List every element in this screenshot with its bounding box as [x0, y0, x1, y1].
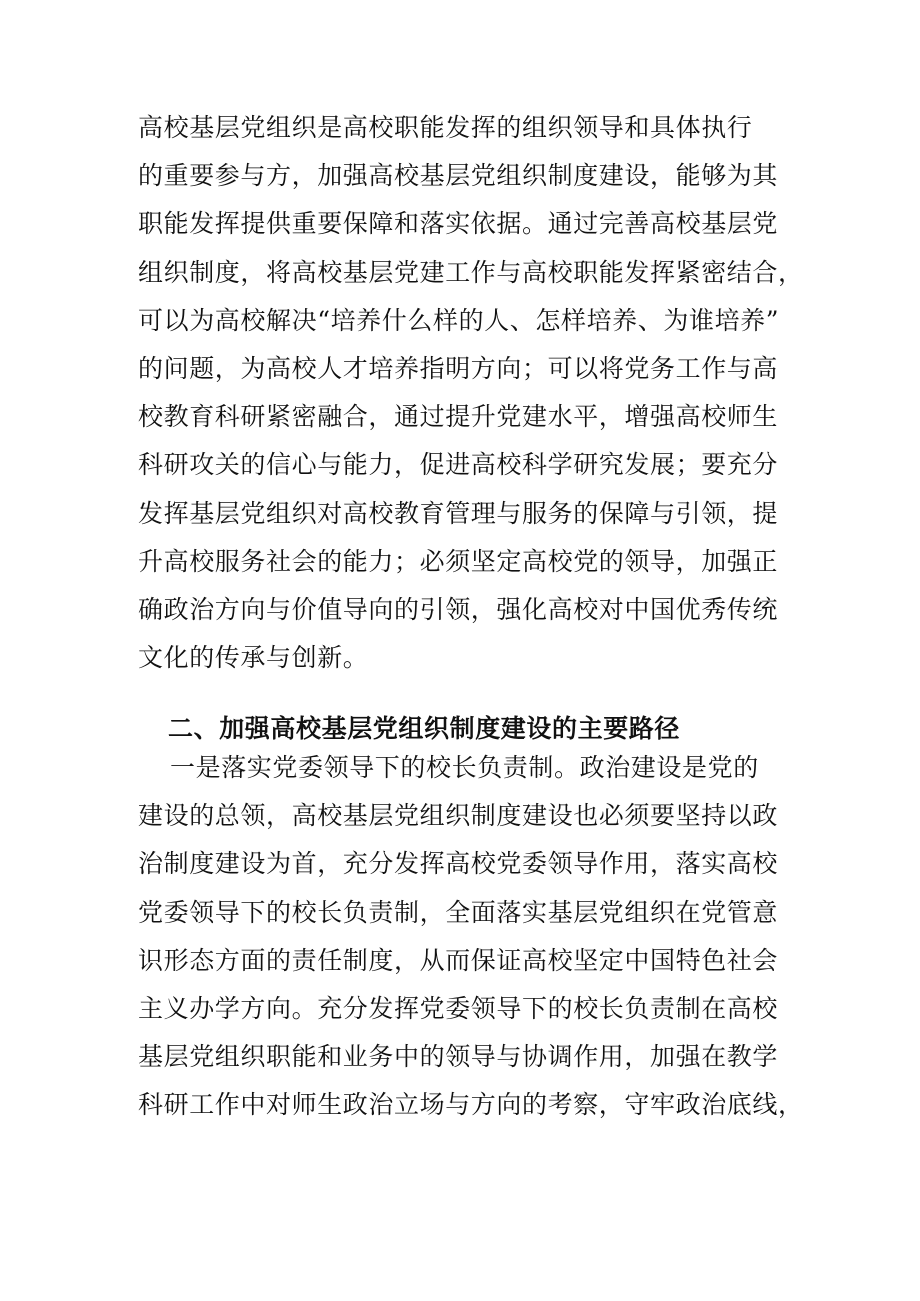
paragraph-2-line: 科研工作中对师生政治立场与方向的考察，守牢政治底线，	[138, 1090, 804, 1120]
paragraph-1-line: 组织制度，将高校基层党建工作与高校职能发挥紧密结合，	[138, 257, 804, 287]
paragraph-2-line: 治制度建设为首，充分发挥高校党委领导作用，落实高校	[138, 849, 779, 879]
paragraph-2-line: 基层党组织职能和业务中的领导与协调作用，加强在教学	[138, 1042, 779, 1072]
paragraph-2-line: 识形态方面的责任制度，从而保证高校坚定中国特色社会	[138, 945, 779, 975]
paragraph-1	[138, 104, 804, 682]
paragraph-2-line: 建设的总领，高校基层党组织制度建设也必须要坚持以政	[138, 801, 779, 831]
paragraph-1-line: 确政治方向与价值导向的引领，强化高校对中国优秀传统	[138, 594, 779, 624]
paragraph-1-line: 校教育科研紧密融合，通过提升党建水平，增强高校师生	[138, 402, 779, 432]
paragraph-1-line: 科研攻关的信心与能力，促进高校科学研究发展；要充分	[138, 450, 779, 480]
section-heading: 二、加强高校基层党组织制度建设的主要路径	[168, 714, 681, 743]
paragraph-2-line: 主义办学方向。充分发挥党委领导下的校长负责制在高校	[138, 993, 779, 1023]
paragraph-2-line: 党委领导下的校长负责制，全面落实基层党组织在党管意	[138, 897, 779, 927]
paragraph-1-line: 的重要参与方，加强高校基层党组织制度建设，能够为其	[138, 161, 779, 191]
paragraph-1-line: 的问题，为高校人才培养指明方向；可以将党务工作与高	[138, 353, 779, 383]
paragraph-1-line: 发挥基层党组织对高校教育管理与服务的保障与引领，提	[138, 498, 779, 528]
paragraph-1-line: 可以为高校解决“培养什么样的人、怎样培养、为谁培养”	[138, 305, 780, 335]
paragraph-1-line: 升高校服务社会的能力；必须坚定高校党的领导，加强正	[138, 546, 779, 576]
paragraph-1-line: 高校基层党组织是高校职能发挥的组织领导和具体执行	[138, 113, 753, 142]
paragraph-2-line: 一是落实党委领导下的校长负责制。政治建设是党的	[170, 753, 759, 782]
paragraph-2	[138, 744, 804, 1130]
paragraph-1-line: 文化的传承与创新。	[138, 643, 369, 673]
paragraph-1-line: 职能发挥提供重要保障和落实依据。通过完善高校基层党	[138, 209, 779, 239]
